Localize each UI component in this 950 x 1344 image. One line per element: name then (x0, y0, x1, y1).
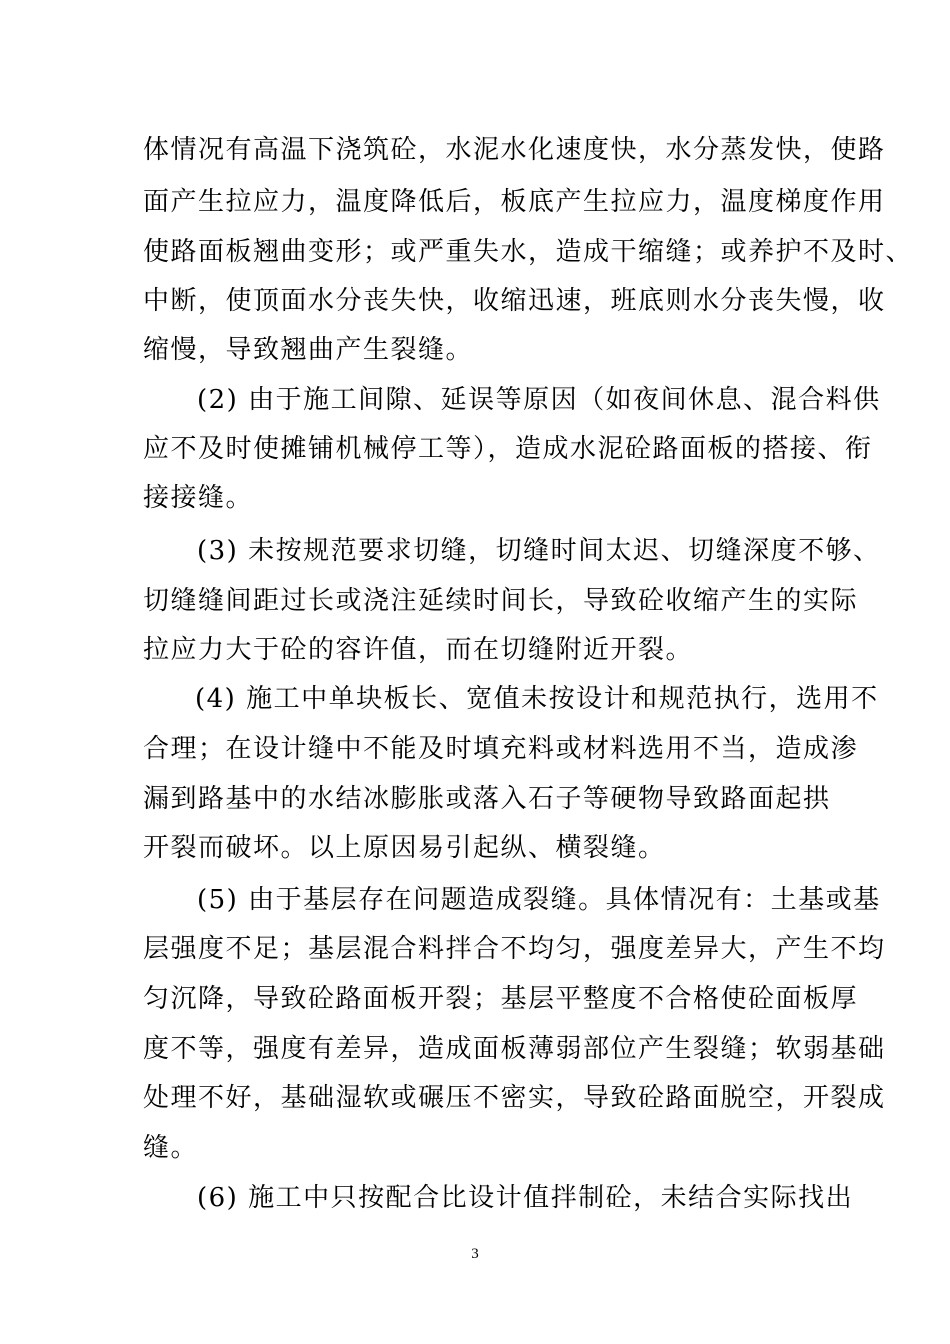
text-line: 拉应力大于砼的容许值，而在切缝附近开裂。 (143, 635, 694, 665)
text-line: 应不及时使摊铺机械停工等），造成水泥砼路面板的搭接、衔 (143, 434, 873, 464)
text-line: 中断，使顶面水分丧失快，收缩迅速，班底则水分丧失慢，收 (143, 286, 886, 316)
text-line: 体情况有高温下浇筑砼，水泥水化速度快，水分蒸发快，使路 (143, 135, 886, 165)
text-line: 接接缝。 (143, 483, 254, 513)
text-line: 切缝缝间距过长或浇注延续时间长，导致砼收缩产生的实际 (143, 586, 859, 616)
text-line: 漏到路基中的水结冰膨胀或落入石子等硬物导致路面起拱 (143, 784, 831, 814)
paragraph-5-first-line: (5) 由于基层存在问题造成裂缝。具体情况有：土基或基 (197, 885, 881, 915)
page-number: 3 (471, 1246, 479, 1262)
text-line: 度不等，强度有差异，造成面板薄弱部位产生裂缝；软弱基础 (143, 1034, 886, 1064)
text-line: 匀沉降，导致砼路面板开裂；基层平整度不合格使砼面板厚 (143, 984, 859, 1014)
paragraph-4-first-line: (4) 施工中单块板长、宽值未按设计和规范执行，选用不 (195, 684, 879, 714)
text-line: 使路面板翘曲变形；或严重失水，造成干缩缝；或养护不及时、 (143, 237, 914, 267)
text-line: 处理不好，基础湿软或碾压不密实，导致砼路面脱空，开裂成 (143, 1083, 886, 1113)
text-line: 层强度不足；基层混合料拌合不均匀，强度差异大，产生不均 (143, 934, 886, 964)
paragraph-3-first-line: (3) 未按规范要求切缝，切缝时间太迟、切缝深度不够、 (197, 536, 881, 566)
paragraph-6-first-line: (6) 施工中只按配合比设计值拌制砼，未结合实际找出 (197, 1183, 854, 1213)
text-line: 缝。 (143, 1133, 199, 1163)
text-line: 开裂而破坏。以上原因易引起纵、横裂缝。 (143, 833, 666, 863)
text-line: 面产生拉应力，温度降低后，板底产生拉应力，温度梯度作用 (143, 187, 886, 217)
text-line: 合理；在设计缝中不能及时填充料或材料选用不当，造成渗 (143, 734, 859, 764)
text-line: 缩慢，导致翘曲产生裂缝。 (143, 335, 474, 365)
paragraph-2-first-line: (2) 由于施工间隙、延误等原因（如夜间休息、混合料供 (197, 385, 881, 415)
